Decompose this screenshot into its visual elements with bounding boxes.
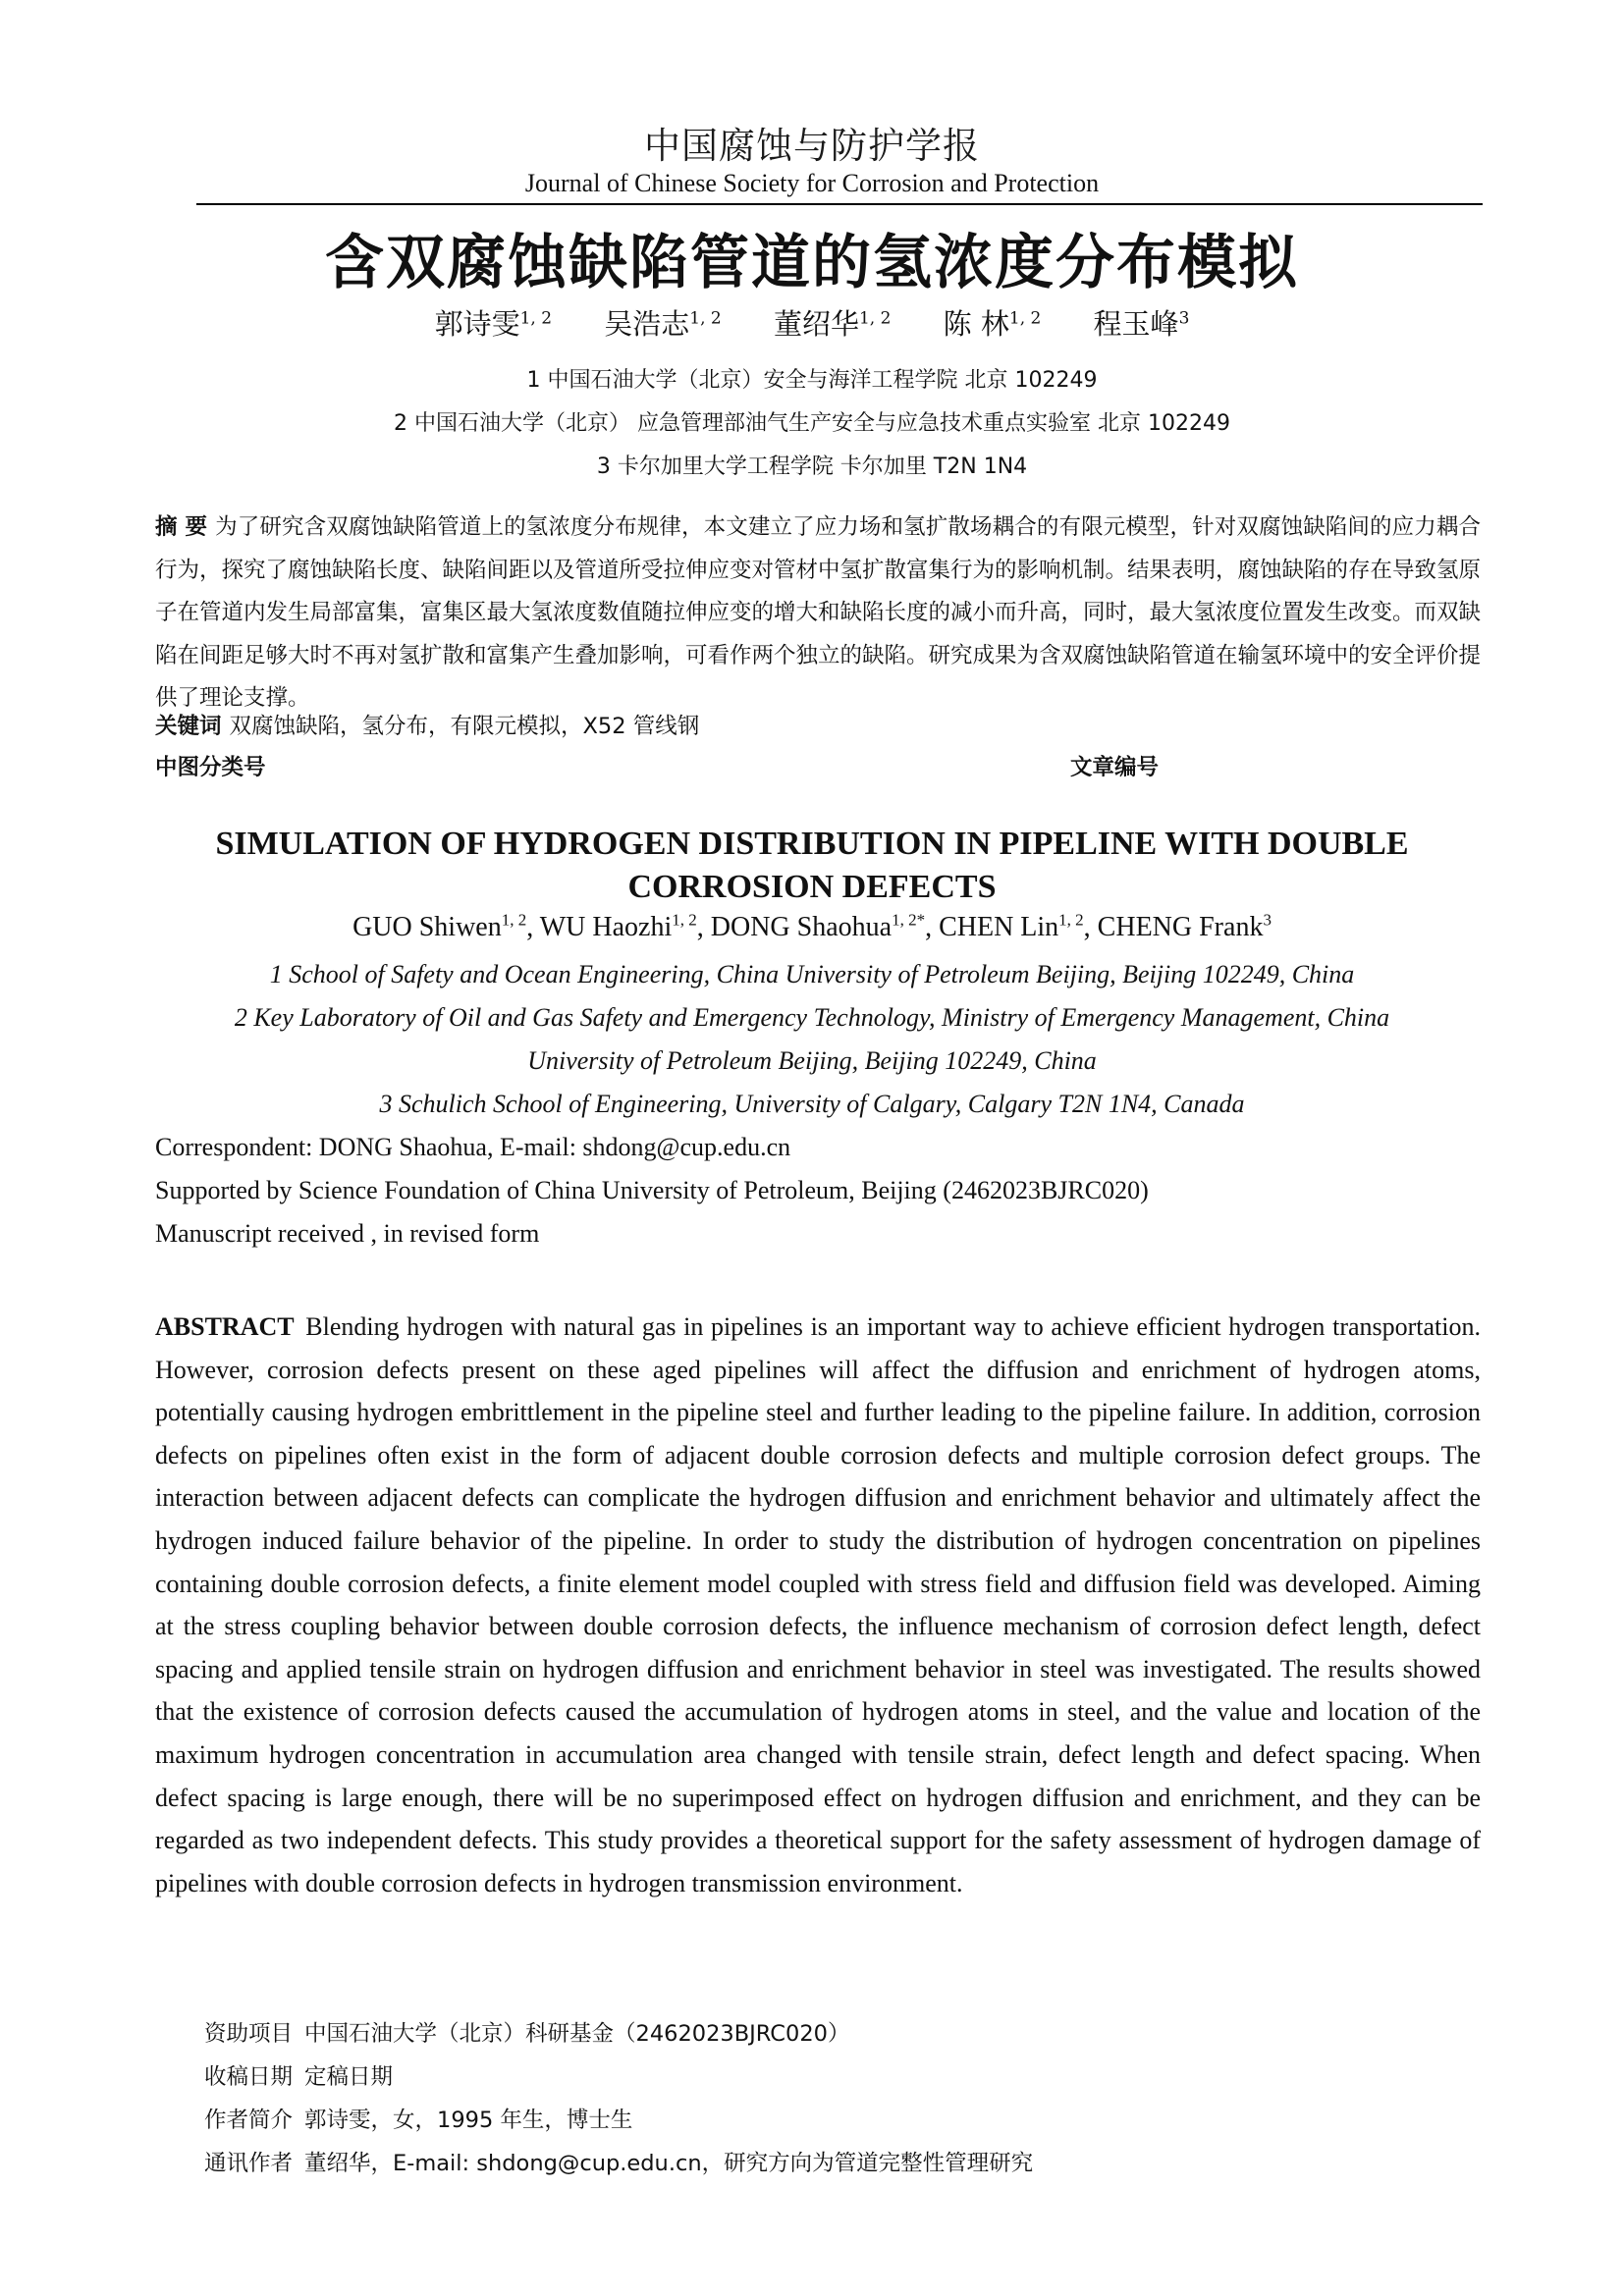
footnote-funding: 资助项目 中国石油大学（北京）科研基金（2462023BJRC020） — [204, 2021, 850, 2047]
affiliation-en: 3 Schulich School of Engineering, University of Calgary, Calgary T2N 1N4, Canada — [379, 1090, 1245, 1118]
keywords-cn-label: 关键词 — [155, 714, 222, 739]
author-list-en: GUO Shiwen$^{1, 2}$, WU Haozhi$^{1, 2}$, DONG Shaohua$^{1, 2*}$, CHEN Lin$^{1, 2}$, CHENG Frank$^3$ — [352, 911, 1272, 943]
keywords-cn — [155, 709, 1481, 740]
affiliation-cn: 3 卡尔加里大学工程学院 卡尔加里 T2N 1N4 — [596, 454, 1028, 479]
footnote-corresponding-author: 通讯作者 董绍华，E-mail: shdong@cup.edu.cn，研究方向为管道完整性管理研究 — [204, 2151, 1034, 2176]
author-cn: 董绍华$^{1, 2}$ — [773, 307, 892, 341]
keywords-cn-text: 双腐蚀缺陷，氢分布，有限元模拟，X52 管线钢 — [229, 714, 700, 739]
supported-by-line: Supported by Science Foundation of China University of Petroleum, Beijing (2462023BJRC020) — [155, 1176, 1149, 1204]
article-number-label: 文章编号 — [1070, 755, 1160, 780]
abstract-en-label: ABSTRACT — [155, 1312, 295, 1341]
affiliation-en: 1 School of Safety and Ocean Engineering, China University of Petroleum Beijing, Beijing 102249, China — [269, 960, 1355, 988]
header-divider — [196, 203, 1483, 205]
manuscript-dates-line: Manuscript received , in revised form — [155, 1219, 540, 1248]
journal-name-en: Journal of Chinese Society for Corrosion and Protection — [524, 169, 1100, 197]
abstract-cn-label: 摘 要 — [155, 514, 208, 540]
author-en: CHEN Lin$^{1, 2}$ — [939, 911, 1084, 943]
paper-title-en: SIMULATION OF HYDROGEN DISTRIBUTION IN PIPELINE WITH DOUBLE CORROSION DEFECTS — [215, 826, 1409, 905]
abstract-en-text: Blending hydrogen with natural gas in pipelines is an important way to achieve efficient hydrogen transportation. However, corrosion defects present on these aged pipelines will affect the diffusion and enrichment of hydrogen atoms, potentially causing hydrogen embrittlement in the pipeline steel and further leading to the pipeline failure. In addition, corrosion defects on pipelines often exist in the form of adjacent double corrosion defects and multiple corrosion defect groups. The interaction between adjacent defects can complicate the hydrogen diffusion and enrichment behavior and ultimately affect the hydrogen induced failure behavior of the pipeline. In order to study the distribution of hydrogen concentration on pipelines containing double corrosion defects, a finite element model coupled with stress field and diffusion field was developed. Aiming at the stress coupling behavior between double corrosion defects, the influence mechanism of corrosion defect length, defect spacing and applied tensile strain on hydrogen diffusion and enrichment behavior in steel was investigated. The results showed that the existence of corrosion defects caused the accumulation of hydrogen atoms in steel, and the value and location of the maximum hydrogen concentration in accumulation area changed with tensile strain, defect length and defect spacing. When defect spacing is large enough, there will be no superimposed effect on hydrogen diffusion and enrichment, and they can be regarded as two independent defects. This study provides a theoretical support for the safety assessment of hydrogen damage of pipelines with double corrosion defects in hydrogen transmission environment. — [155, 1312, 1481, 1897]
author-cn: 吴浩志$^{1, 2}$ — [604, 307, 722, 341]
footnote-dates: 收稿日期 定稿日期 — [204, 2064, 394, 2090]
author-en: GUO Shiwen$^{1, 2}$ — [352, 911, 527, 943]
abstract-en — [155, 1306, 1481, 1904]
author-list-cn — [0, 302, 1624, 343]
affiliation-cn: 1 中国石油大学（北京）安全与海洋工程学院 北京 102249 — [526, 368, 1098, 393]
author-cn: 程玉峰$^3$ — [1093, 307, 1190, 341]
affiliation-cn: 2 中国石油大学（北京） 应急管理部油气生产安全与应急技术重点实验室 北京 102249 — [394, 411, 1230, 436]
affiliation-en: 2 Key Laboratory of Oil and Gas Safety and Emergency Technology, Ministry of Emergency Management, China — [234, 1003, 1390, 1032]
author-en: DONG Shaohua$^{1, 2*}$ — [710, 911, 926, 943]
classification-number-label: 中图分类号 — [155, 755, 266, 780]
author-en: WU Haozhi$^{1, 2}$ — [539, 911, 697, 943]
footnote-author-bio: 作者简介 郭诗雯，女，1995 年生，博士生 — [204, 2108, 633, 2133]
journal-name-cn: 中国腐蚀与防护学报 — [644, 125, 980, 167]
abstract-cn-text: 为了研究含双腐蚀缺陷管道上的氢浓度分布规律，本文建立了应力场和氢扩散场耦合的有限元模型，针对双腐蚀缺陷间的应力耦合行为，探究了腐蚀缺陷长度、缺陷间距以及管道所受拉伸应变对管材中氢扩散富集行为的影响机制。结果表明，腐蚀缺陷的存在导致氢原子在管道内发生局部富集，富集区最大氢浓度数值随拉伸应变的增大和缺陷长度的减小而升高，同时，最大氢浓度位置发生改变。而双缺陷在间距足够大时不再对氢扩散和富集产生叠加影响，可看作两个独立的缺陷。研究成果为含双腐蚀缺陷管道在输氢环境中的安全评价提供了理论支撑。 — [155, 514, 1482, 711]
correspondent-line: Correspondent: DONG Shaohua, E-mail: shdong@cup.edu.cn — [155, 1133, 791, 1161]
abstract-cn — [155, 507, 1481, 721]
author-en: CHENG Frank$^3$ — [1097, 911, 1272, 943]
author-cn: 陈 林$^{1, 2}$ — [943, 307, 1042, 341]
paper-title-cn: 含双腐蚀缺陷管道的氢浓度分布模拟 — [325, 229, 1299, 297]
affiliation-en: University of Petroleum Beijing, Beijing 102249, China — [527, 1046, 1097, 1075]
author-cn: 郭诗雯$^{1, 2}$ — [434, 307, 553, 341]
